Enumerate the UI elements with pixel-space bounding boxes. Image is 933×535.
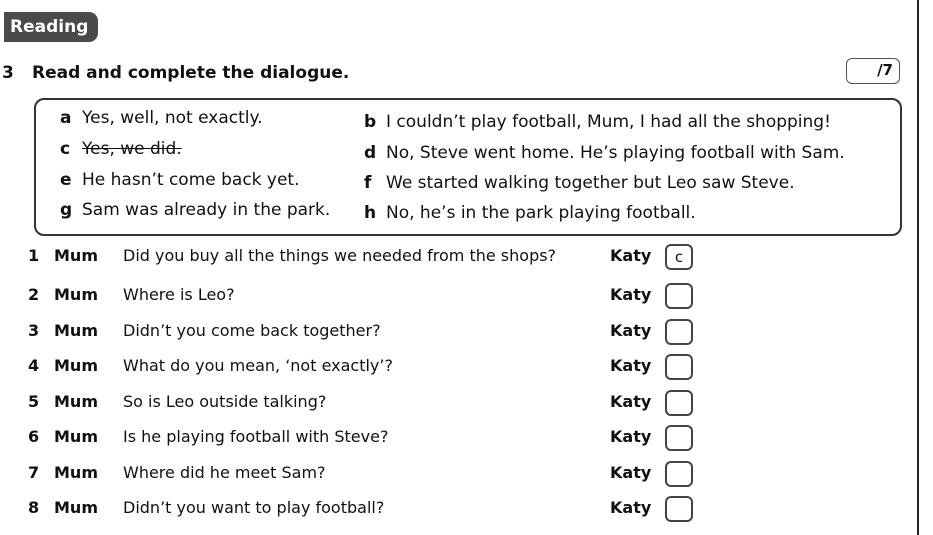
row-number: 4	[28, 356, 40, 375]
answer-box[interactable]	[665, 461, 693, 487]
answer-box[interactable]	[665, 425, 693, 451]
speaker: Mum	[54, 392, 98, 411]
option-f	[364, 173, 795, 193]
dialogue-row-8	[0, 494, 933, 524]
row-number: 5	[28, 392, 40, 411]
row-number: 7	[28, 463, 40, 482]
dialogue-line: What do you mean, ‘not exactly’?	[123, 356, 393, 375]
dialogue-row-5	[0, 388, 933, 418]
option-letter: h	[364, 203, 377, 223]
option-letter: a	[60, 108, 72, 128]
dialogue-row-6	[0, 423, 933, 453]
dialogue-row-4	[0, 352, 933, 382]
section-tab: Reading	[4, 12, 98, 42]
speaker: Mum	[54, 356, 98, 375]
dialogue-line: Where is Leo?	[123, 285, 235, 304]
responder: Katy	[610, 498, 652, 517]
option-text: I couldn’t play football, Mum, I had all the shopping!	[386, 112, 831, 132]
option-text: Yes, well, not exactly.	[82, 108, 263, 128]
responder: Katy	[610, 463, 652, 482]
speaker: Mum	[54, 463, 98, 482]
dialogue-row-7	[0, 459, 933, 489]
dialogue-line: Where did he meet Sam?	[123, 463, 326, 482]
dialogue-row-2	[0, 281, 933, 311]
dialogue-line: Didn’t you come back together?	[123, 321, 381, 340]
option-g	[60, 200, 330, 220]
dialogue-line: Is he playing football with Steve?	[123, 427, 389, 446]
responder: Katy	[610, 246, 652, 265]
dialogue-row-1	[0, 242, 933, 272]
row-number: 2	[28, 285, 40, 304]
speaker: Mum	[54, 498, 98, 517]
option-a	[60, 108, 263, 128]
dialogue-row-3	[0, 317, 933, 347]
exercise-instruction: Read and complete the dialogue.	[32, 63, 350, 83]
option-text-crossed-out: Yes, we did.	[82, 139, 182, 159]
option-d	[364, 143, 845, 163]
speaker: Mum	[54, 246, 98, 265]
answer-box[interactable]	[665, 319, 693, 345]
option-h	[364, 203, 696, 223]
option-letter: c	[60, 139, 71, 159]
option-c	[60, 139, 182, 159]
option-e	[60, 170, 300, 190]
score-label: /7	[877, 61, 893, 79]
row-number: 6	[28, 427, 40, 446]
responder: Katy	[610, 321, 652, 340]
answer-box[interactable]	[665, 283, 693, 309]
speaker: Mum	[54, 321, 98, 340]
score-box	[846, 58, 900, 84]
option-text: No, Steve went home. He’s playing football with Sam.	[386, 143, 845, 163]
row-number: 3	[28, 321, 40, 340]
answer-box[interactable]	[665, 390, 693, 416]
option-text: He hasn’t come back yet.	[82, 170, 300, 190]
responder: Katy	[610, 356, 652, 375]
dialogue-line: Didn’t you want to play football?	[123, 498, 385, 517]
dialogue-line: Did you buy all the things we needed from the shops?	[123, 246, 557, 265]
dialogue-line: So is Leo outside talking?	[123, 392, 327, 411]
row-number: 1	[28, 246, 40, 265]
answer-box[interactable]	[665, 496, 693, 522]
option-text: No, he’s in the park playing football.	[386, 203, 696, 223]
option-letter: f	[364, 173, 372, 193]
responder: Katy	[610, 427, 652, 446]
responder: Katy	[610, 392, 652, 411]
option-b	[364, 112, 831, 132]
option-text: Sam was already in the park.	[82, 200, 331, 220]
exercise-number: 3	[2, 63, 14, 83]
row-number: 8	[28, 498, 40, 517]
speaker: Mum	[54, 427, 98, 446]
option-letter: g	[60, 200, 73, 220]
answer-box[interactable]	[665, 354, 693, 380]
option-letter: e	[60, 170, 72, 190]
option-text: We started walking together but Leo saw Steve.	[386, 173, 795, 193]
option-letter: d	[364, 143, 377, 163]
option-letter: b	[364, 112, 377, 132]
responder: Katy	[610, 285, 652, 304]
answer-box[interactable]: c	[665, 244, 693, 270]
speaker: Mum	[54, 285, 98, 304]
